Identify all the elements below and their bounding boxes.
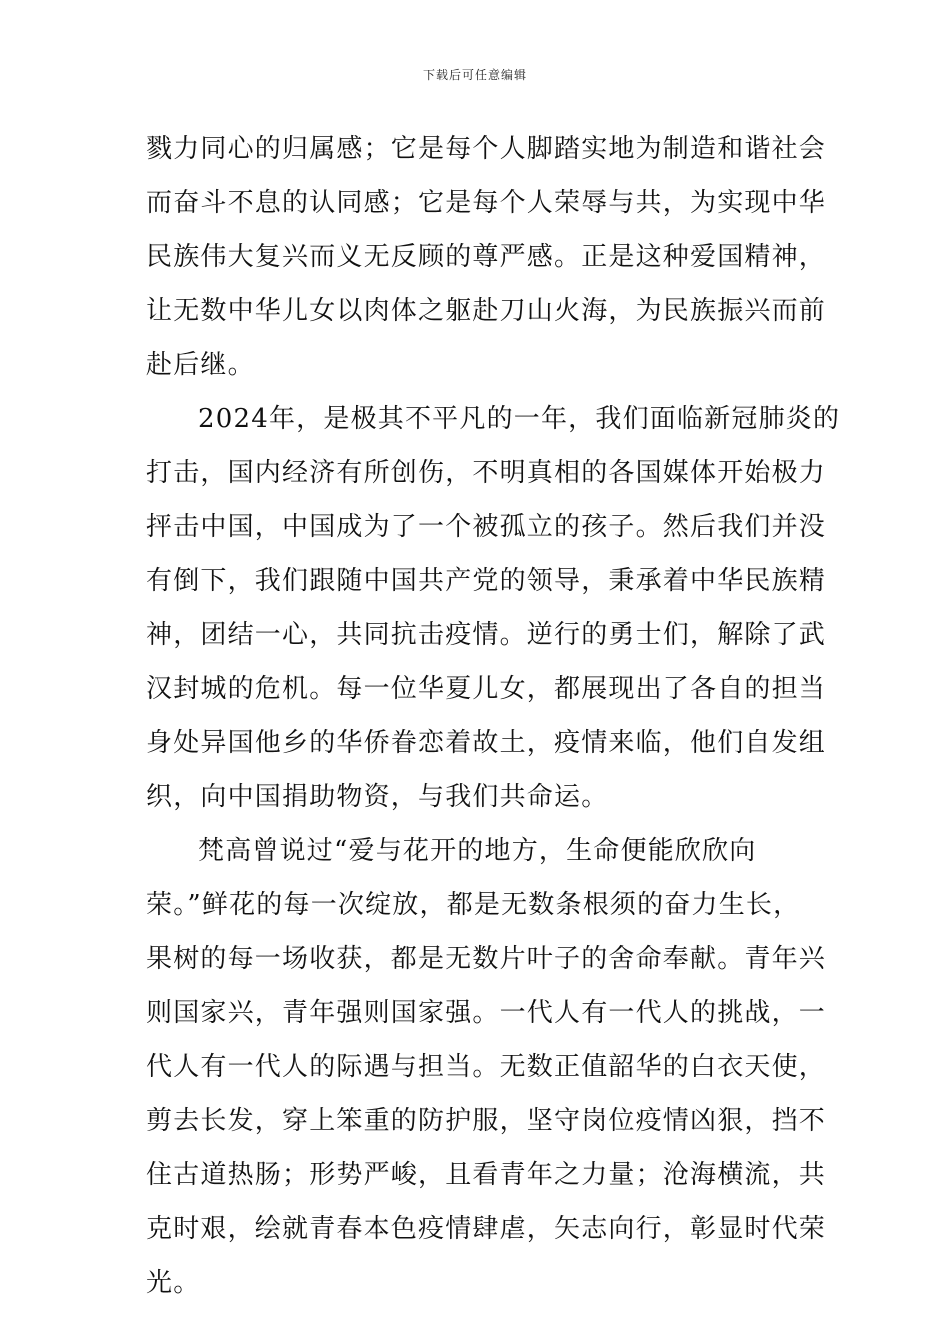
- text-line: 神，团结一心，共同抗击疫情。逆行的勇士们，解除了武: [146, 620, 827, 650]
- text-line: 抨击中国，中国成为了一个被孤立的孩子。然后我们并没: [146, 512, 827, 542]
- text-line: 赴后继。: [146, 350, 255, 380]
- text-line: 代人有一代人的际遇与担当。无数正值韶华的白衣天使，: [146, 1052, 827, 1082]
- text-line: 克时艰，绘就青春本色疫情肆虐，矢志向行，彰显时代荣: [146, 1214, 827, 1244]
- text-line: 有倒下，我们跟随中国共产党的领导，秉承着中华民族精: [146, 566, 827, 596]
- text-line: 荣。”鲜花的每一次绽放，都是无数条根须的奋力生长，: [146, 890, 801, 920]
- text-line: 而奋斗不息的认同感；它是每个人荣辱与共，为实现中华: [146, 188, 827, 218]
- paragraph-start-line: 梵高曾说过“爱与花开的地方，生命便能欣欣向: [198, 836, 757, 866]
- text-line: 让无数中华儿女以肉体之躯赴刀山火海，为民族振兴而前: [146, 296, 827, 326]
- text-line: 住古道热肠；形势严峻，且看青年之力量；沧海横流，共: [146, 1160, 827, 1190]
- text-line: 剪去长发，穿上笨重的防护服，坚守岗位疫情凶狠，挡不: [146, 1106, 827, 1136]
- paragraph-start-line: 2024年，是极其不平凡的一年，我们面临新冠肺炎的: [198, 404, 841, 434]
- text-line: 果树的每一场收获，都是无数片叶子的舍命奉献。青年兴: [146, 944, 827, 974]
- text-line: 汉封城的危机。每一位华夏儿女，都展现出了各自的担当: [146, 674, 827, 704]
- header-note: 下载后可任意编辑: [422, 68, 527, 82]
- text-line: 打击，国内经济有所创伤，不明真相的各国媒体开始极力: [146, 458, 827, 488]
- text-line: 则国家兴，青年强则国家强。一代人有一代人的挑战，一: [146, 998, 827, 1028]
- text-line: 戮力同心的归属感；它是每个人脚踏实地为制造和谐社会: [146, 134, 827, 164]
- text-line: 身处异国他乡的华侨眷恋着故土，疫情来临，他们自发组: [146, 728, 827, 758]
- text-line: 民族伟大复兴而义无反顾的尊严感。正是这种爱国精神，: [146, 242, 827, 272]
- text-line: 织，向中国捐助物资，与我们共命运。: [146, 782, 609, 812]
- text-line: 光。: [146, 1268, 201, 1298]
- body-text: [146, 122, 841, 1310]
